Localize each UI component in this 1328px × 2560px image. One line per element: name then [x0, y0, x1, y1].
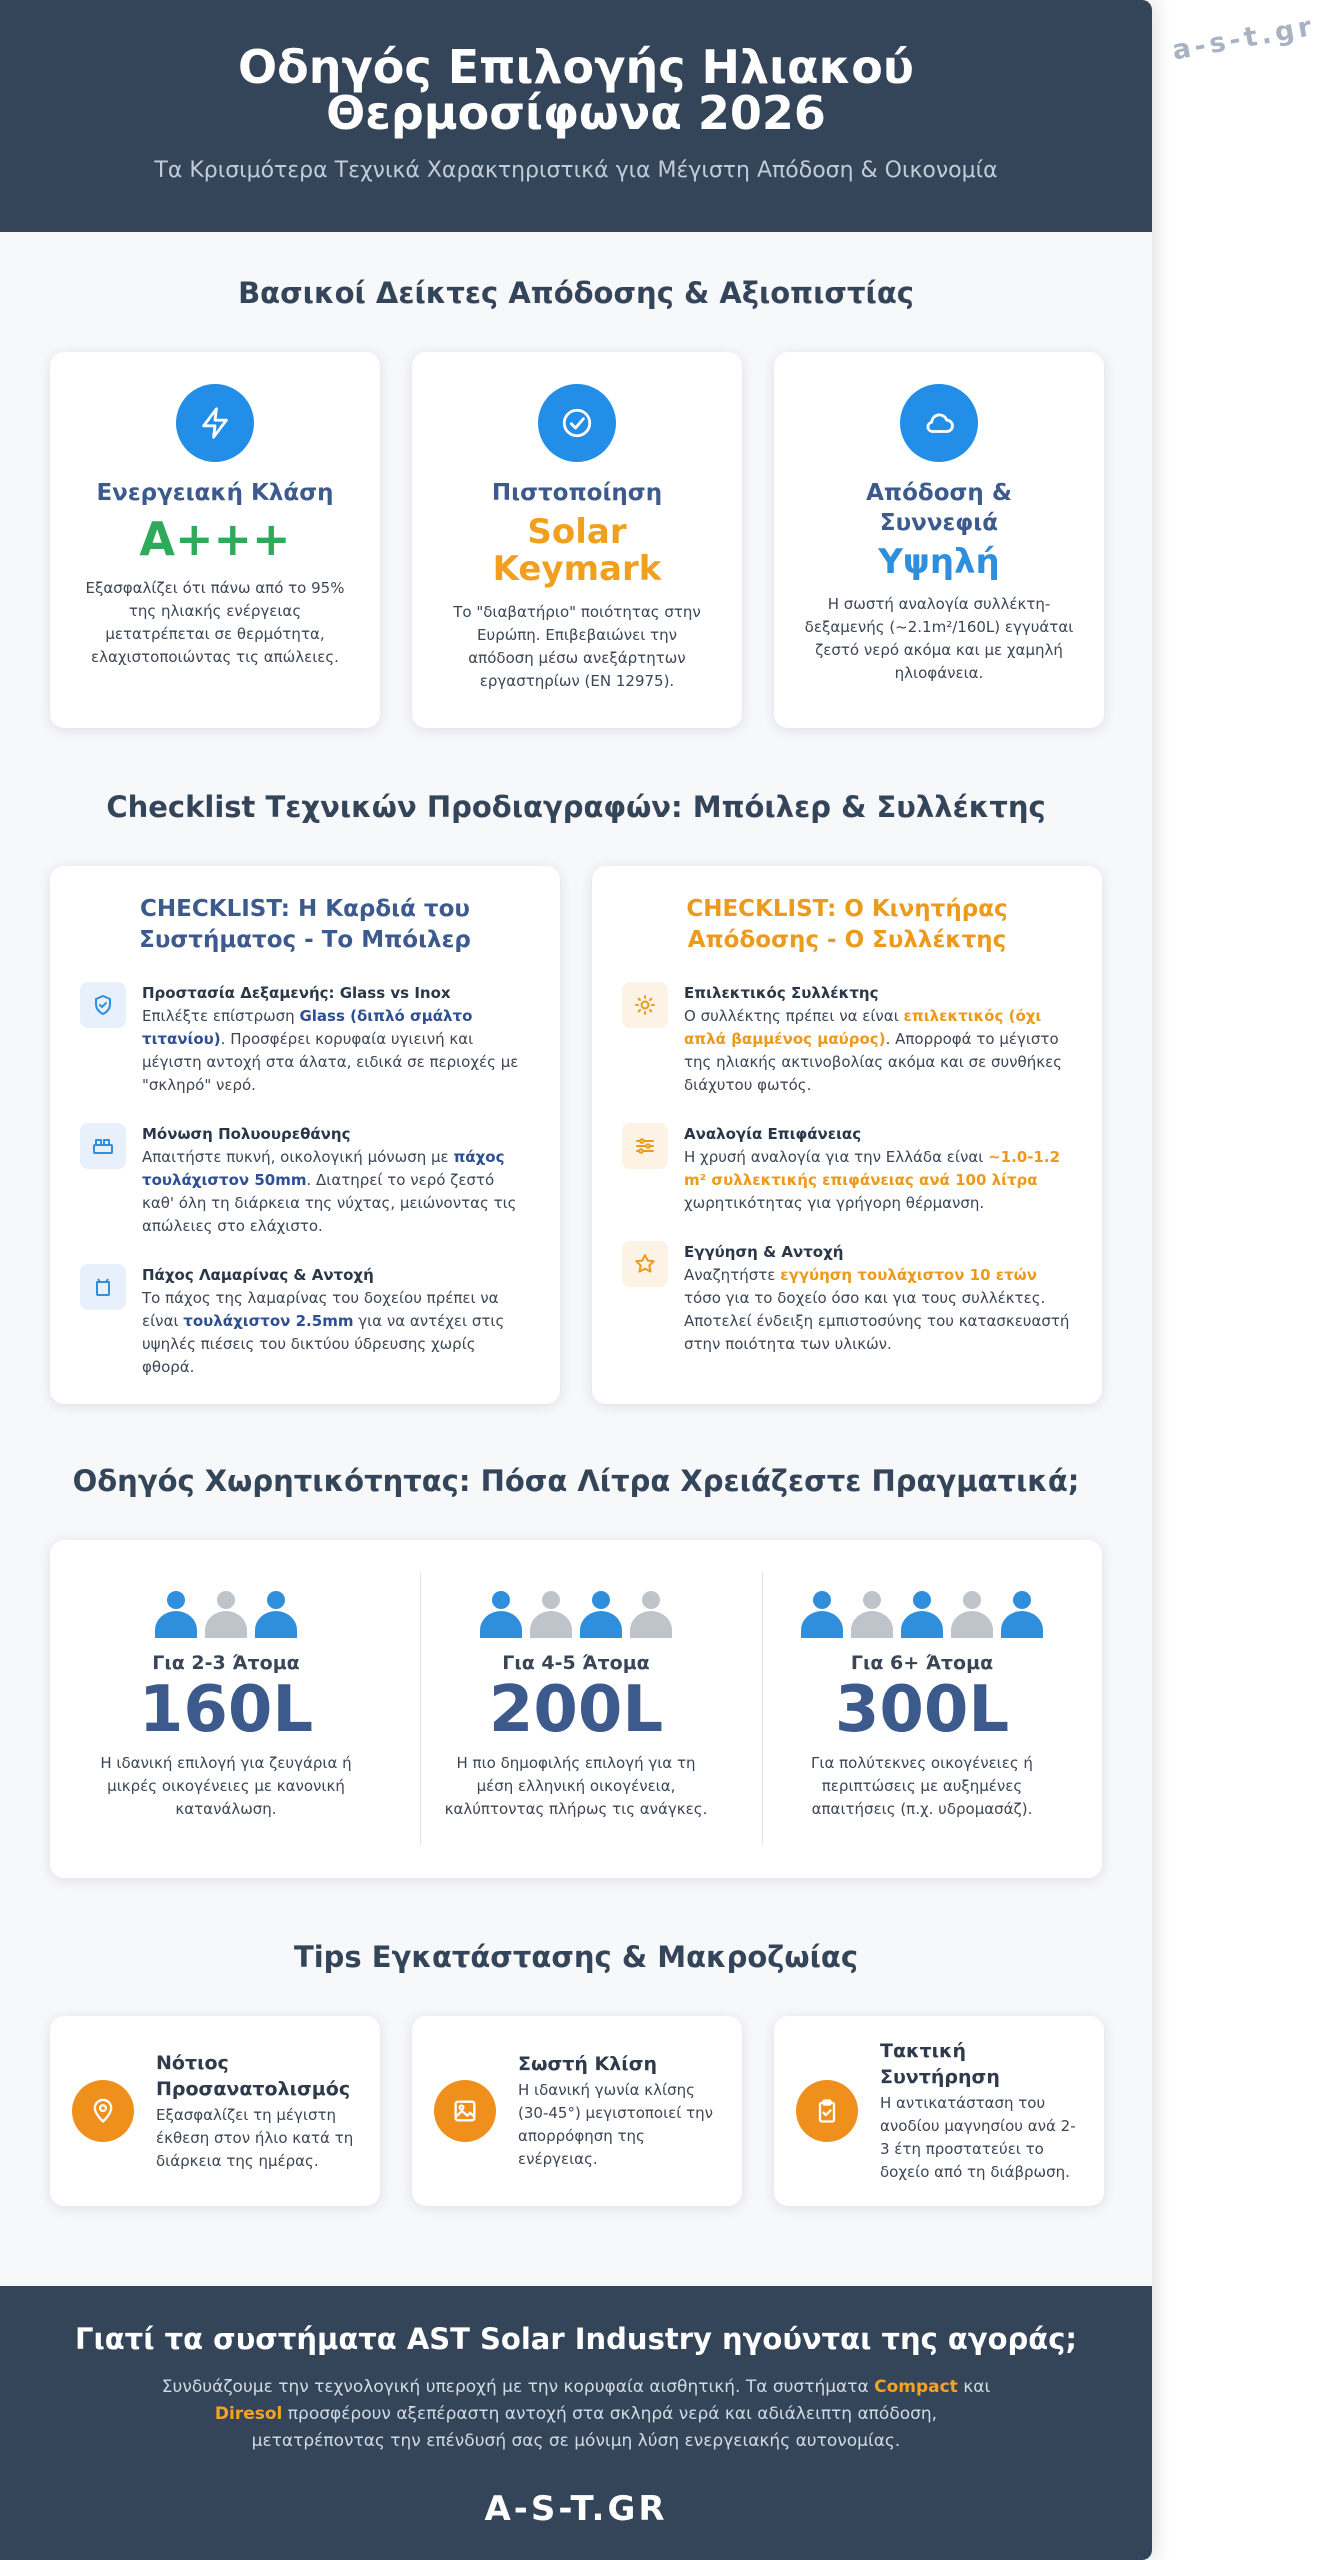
footer-highlight: Compact — [874, 2377, 958, 2397]
checklist-item-highlight: εγγύηση τουλάχιστον 10 ετών — [780, 1266, 1037, 1284]
capacity-value: 300L — [834, 1673, 1010, 1747]
person-icon — [999, 1590, 1045, 1638]
capacity-label: Για 2-3 Άτομα — [152, 1652, 300, 1674]
footer-text-part: Συνδυάζουμε την τεχνολογική υπεροχή με την κορυφαία αισθητική. Τα συστήματα — [161, 2377, 875, 2397]
tip-description: Η ιδανική γωνία κλίσης (30-45°) μεγιστοποιεί την απορρόφηση της ενέργειας. — [518, 2081, 714, 2168]
kpi-title: Ενεργειακή Κλάση — [96, 480, 334, 506]
insulation-blocks-icon — [80, 1123, 126, 1169]
footer — [0, 2286, 1152, 2560]
capacity-value: 160L — [138, 1673, 314, 1747]
capacity-description: Η πιο δημοφιλής επιλογή για τη μέση ελληνική οικογένεια, καλύπτοντας πλήρως τις ανάγκες. — [444, 1754, 708, 1818]
checklist-item-text: Απαιτήστε πυκνή, οικολογική μόνωση με — [142, 1148, 454, 1166]
capacity-option — [752, 1540, 1092, 1878]
location-pin-icon — [72, 2080, 134, 2142]
footer-text — [146, 2374, 1006, 2455]
checklist-item-highlight: επιλεκτικός (όχι απλά βαμμένος μαύρος) — [684, 1007, 1042, 1048]
checklist-item-heading: Εγγύηση & Αντοχή — [684, 1243, 844, 1261]
capacity-card — [50, 1540, 1102, 1878]
kpi-description: Το "διαβατήριο" ποιότητας στην Ευρώπη. Επιβεβαιώνει την απόδοση μέσω ανεξάρτητων εργαστηρίων (EN 12975). — [453, 602, 701, 690]
capacity-label: Για 4-5 Άτομα — [502, 1652, 650, 1674]
kpi-card-performance — [774, 352, 1104, 728]
star-icon — [622, 1241, 668, 1287]
checklist-boiler-title: CHECKLIST: Η Καρδιά του Συστήματος - Το Μπόιλερ — [139, 896, 471, 953]
people-icons — [406, 1590, 746, 1640]
capacity-description: Η ιδανική επιλογή για ζευγάρια ή μικρές οικογένειες με κανονική κατανάλωση. — [100, 1754, 352, 1818]
sliders-icon — [622, 1123, 668, 1169]
person-icon — [949, 1590, 995, 1638]
lightning-icon — [176, 384, 254, 462]
checklist-item-heading: Μόνωση Πολυουρεθάνης — [142, 1125, 351, 1143]
capacity-section-title: Οδηγός Χωρητικότητας: Πόσα Λίτρα Χρειάζεστε Πραγματικά; — [72, 1464, 1080, 1498]
header — [0, 0, 1152, 232]
kpi-card-energy — [50, 352, 380, 728]
tip-title: Σωστή Κλίση — [518, 2053, 658, 2075]
person-icon — [628, 1590, 674, 1638]
check-circle-icon — [538, 384, 616, 462]
sun-icon — [622, 982, 668, 1028]
tip-card — [50, 2016, 380, 2206]
checklist-item-text: Επιλέξτε επίστρωση — [142, 1007, 300, 1025]
checklist-boiler-card — [50, 866, 560, 1404]
kpi-card-certification — [412, 352, 742, 728]
kpi-description: Η σωστή αναλογία συλλέκτη-δεξαμενής (~2.1m²/160L) εγγυάται ζεστό νερό ακόμα και με χαμηλή ηλιοφάνεια. — [804, 595, 1074, 683]
checklist-item-heading: Επιλεκτικός Συλλέκτης — [684, 984, 879, 1002]
kpi-value: Solar Keymark — [492, 512, 662, 590]
checklist-item-text: Η χρυσή αναλογία για την Ελλάδα είναι — [684, 1148, 989, 1166]
checklist-item-highlight: πάχος τουλάχιστον 50mm — [142, 1148, 505, 1189]
checklist-item-text: . Διατηρεί το νερό ζεστό καθ' όλη τη διάρκεια της νύχτας, μειώνοντας τις απώλειες στο ελάχιστο. — [142, 1171, 517, 1235]
page-subtitle: Τα Κρισιμότερα Τεχνικά Χαρακτηριστικά για Μέγιστη Απόδοση & Οικονομία — [154, 158, 998, 183]
shield-check-icon — [80, 982, 126, 1028]
brand-logo: A-S-T.GR — [484, 2489, 668, 2529]
checklist-item-heading: Πάχος Λαμαρίνας & Αντοχή — [142, 1266, 374, 1284]
kpi-title: Απόδοση & Συννεφιά — [866, 480, 1012, 536]
tip-description: Εξασφαλίζει τη μέγιστη έκθεση στον ήλιο κατά τη διάρκεια της ημέρας. — [156, 2105, 354, 2170]
checklist-item-text: τόσο για το δοχείο όσο και για τους συλλέκτες. Αποτελεί ένδειξη εμπιστοσύνης του κατασκευαστή στην ποιότητα των υλικών. — [684, 1289, 1070, 1353]
person-icon — [528, 1590, 574, 1638]
tip-title: Τακτική Συντήρηση — [880, 2040, 1000, 2088]
kpi-title: Πιστοποίηση — [491, 480, 663, 506]
image-icon — [434, 2080, 496, 2142]
capacity-label: Για 6+ Άτομα — [850, 1652, 994, 1674]
checklist-item-text: Ο συλλέκτης πρέπει να είναι — [684, 1007, 904, 1025]
capacity-option — [406, 1540, 746, 1878]
checklist-item-text: Το πάχος της λαμαρίνας του δοχείου πρέπει να είναι — [142, 1289, 499, 1330]
people-icons — [56, 1590, 396, 1640]
checklist-item-highlight: ~1.0-1.2 m² συλλεκτικής επιφάνειας ανά 100 λίτρα — [684, 1148, 1061, 1189]
footer-highlight: Diresol — [214, 2404, 283, 2424]
person-icon — [799, 1590, 845, 1638]
people-icons — [752, 1590, 1092, 1640]
person-icon — [849, 1590, 895, 1638]
page-title: Οδηγός Επιλογής Ηλιακού Θερμοσίφωνα 2026 — [238, 40, 914, 140]
checklist-item-heading: Αναλογία Επιφάνειας — [684, 1125, 862, 1143]
person-icon — [578, 1590, 624, 1638]
checklist-item-text: Αναζητήστε — [684, 1266, 781, 1284]
checklist-section-title: Checklist Τεχνικών Προδιαγραφών: Μπόιλερ & Συλλέκτης — [106, 790, 1046, 824]
capacity-value: 200L — [488, 1673, 664, 1747]
kpi-value: Υψηλή — [878, 542, 1000, 582]
checklist-item-highlight: τουλάχιστον 2.5mm — [183, 1312, 354, 1330]
checklist-item — [80, 1264, 530, 1379]
footer-title: Γιατί τα συστήματα AST Solar Industry ηγούνται της αγοράς; — [74, 2322, 1077, 2356]
checklist-item-highlight: Glass (διπλό σμάλτο τιτανίου) — [142, 1007, 473, 1048]
capacity-option — [56, 1540, 396, 1878]
kpi-section-title: Βασικοί Δείκτες Απόδοσης & Αξιοπιστίας — [238, 276, 914, 310]
checklist-item-text: για να αντέχει στις υψηλές πιέσεις του δικτύου ύδρευσης χωρίς φθορά. — [142, 1312, 505, 1376]
watermark: a-s-t.gr — [1170, 10, 1318, 67]
person-icon — [253, 1590, 299, 1638]
footer-text-part: προσφέρουν αξεπέραστη αντοχή στα σκληρά νερά και αδιάλειπτη απόδοση, μετατρέποντας την επένδυσή σας σε μόνιμη λύση ενεργειακής αυτονομίας. — [251, 2404, 938, 2451]
tank-icon — [80, 1264, 126, 1310]
tip-card — [774, 2016, 1104, 2206]
kpi-value: A+++ — [139, 512, 291, 566]
footer-text-part: και — [957, 2377, 991, 2397]
tip-title: Νότιος Προσανατολισμός — [156, 2051, 351, 2100]
clipboard-check-icon — [796, 2080, 858, 2142]
checklist-collector-card — [592, 866, 1102, 1404]
tip-card — [412, 2016, 742, 2206]
person-icon — [203, 1590, 249, 1638]
cloud-icon — [900, 384, 978, 462]
person-icon — [899, 1590, 945, 1638]
person-icon — [153, 1590, 199, 1638]
kpi-description: Εξασφαλίζει ότι πάνω από το 95% της ηλιακής ενέργειας μετατρέπεται σε θερμότητα, ελαχιστοποιώντας τις απώλειες. — [85, 578, 345, 666]
checklist-item — [80, 1123, 530, 1238]
checklist-item — [622, 1241, 1072, 1356]
checklist-item — [622, 982, 1072, 1097]
checklist-item-text: . Προσφέρει κορυφαία υγιεινή και μέγιστη αντοχή στα άλατα, ειδικά σε περιοχές με "σκληρό" νερό. — [142, 1030, 519, 1094]
tips-section-title: Tips Εγκατάστασης & Μακροζωίας — [293, 1940, 859, 1974]
tip-description: Η αντικατάσταση του ανοδίου μαγνησίου ανά 2-3 έτη προστατεύει το δοχείο από τη διάβρωση. — [880, 2094, 1076, 2181]
checklist-item-heading: Προστασία Δεξαμενής: Glass vs Inox — [142, 984, 451, 1002]
checklist-item — [80, 982, 530, 1097]
checklist-item-text: χωρητικότητας για γρήγορη θέρμανση. — [684, 1194, 985, 1212]
checklist-collector-title: CHECKLIST: Ο Κινητήρας Απόδοσης - Ο Συλλέκτης — [686, 896, 1008, 953]
checklist-item-text: . Απορροφά το μέγιστο της ηλιακής ακτινοβολίας ακόμα και σε συνθήκες διάχυτου φωτός. — [684, 1030, 1062, 1094]
checklist-item — [622, 1123, 1072, 1215]
person-icon — [478, 1590, 524, 1638]
capacity-description: Για πολύτεκνες οικογένειες ή περιπτώσεις με αυξημένες απαιτήσεις (π.χ. υδρομασάζ). — [811, 1754, 1033, 1818]
